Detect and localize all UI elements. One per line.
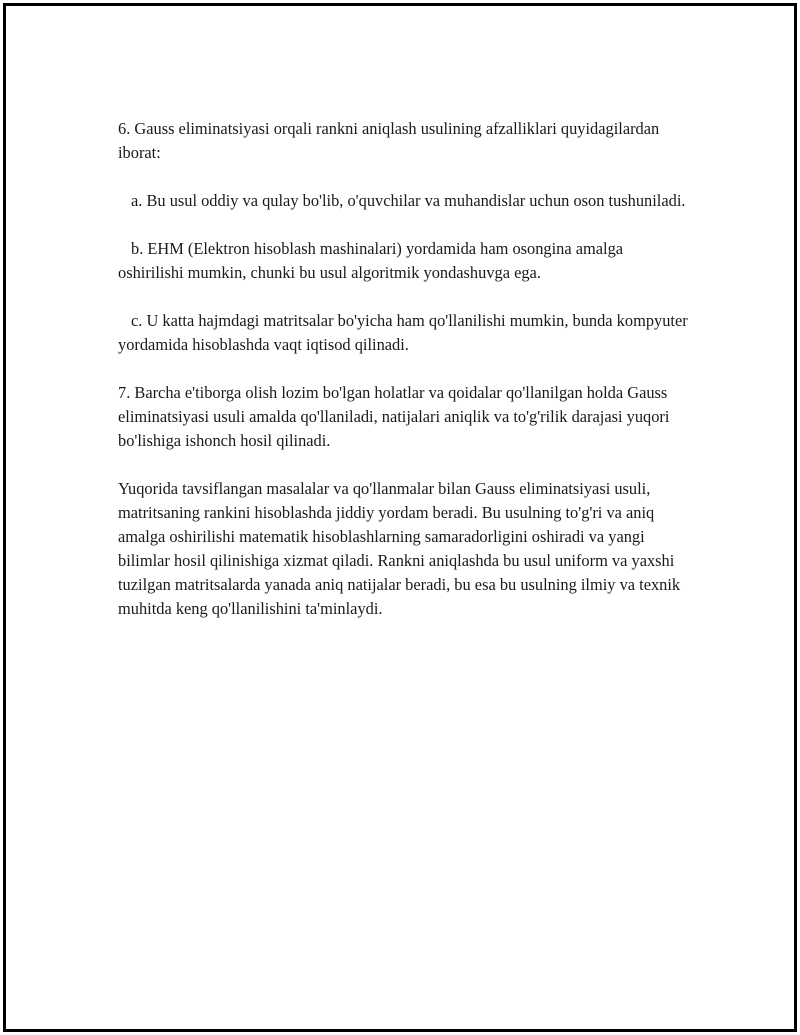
- document-body: [118, 117, 688, 621]
- paragraph-advantage-a: a. Bu usul oddiy va qulay bo'lib, o'quvchilar va muhandislar uchun oson tushuniladi.: [131, 191, 686, 210]
- paragraph-advantage-b: b. EHM (Elektron hisoblash mashinalari) yordamida ham osongina amalga oshirilishi mumkin, chunki bu usul algoritmik yondashuvga ega.: [118, 239, 624, 282]
- paragraph-advantages-intro: 6. Gauss eliminatsiyasi orqali rankni aniqlash usulining afzalliklari quyidagilardan iborat:: [118, 119, 660, 162]
- paragraph-conclusion: Yuqorida tavsiflangan masalalar va qo'llanmalar bilan Gauss eliminatsiyasi usuli, matritsaning rankini hisoblashda jiddiy yordam beradi. Bu usulning to'g'ri va aniq amalga oshirilishi matematik hisoblashlarning samaradorligini oshiradi va yangi bilimlar hosil qilinishiga xizmat qiladi. Rankni aniqlashda bu usul uniform va yaxshi tuzilgan matritsalarda yanada aniq natijalar beradi, bu esa bu usulning ilmiy va texnik muhitda keng qo'llanilishini ta'minlaydi.: [118, 479, 681, 618]
- paragraph-advantage-c: c. U katta hajmdagi matritsalar bo'yicha ham qo'llanilishi mumkin, bunda kompyuter yordamida hisoblashda vaqt iqtisod qilinadi.: [118, 311, 688, 354]
- paragraph-point-7: 7. Barcha e'tiborga olish lozim bo'lgan holatlar va qoidalar qo'llanilgan holda Gauss eliminatsiyasi usuli amalda qo'llaniladi, natijalari aniqlik va to'g'rilik darajasi yuqori bo'lishiga ishonch hosil qilinadi.: [118, 383, 670, 450]
